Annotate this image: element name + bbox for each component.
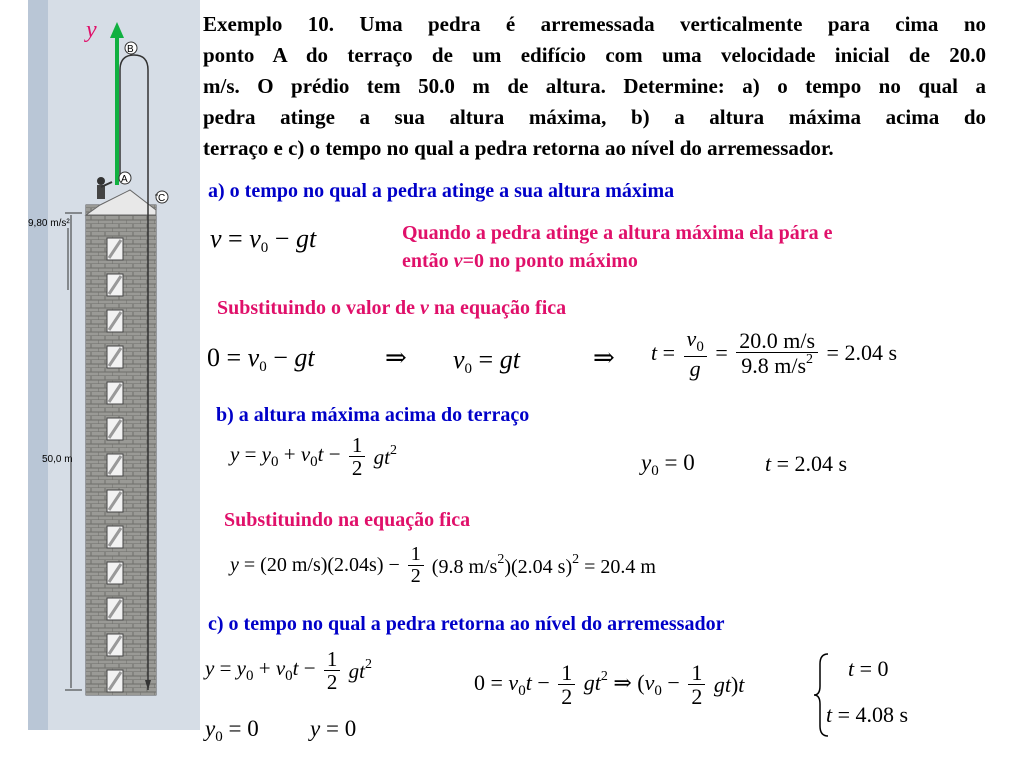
building-figure bbox=[0, 0, 200, 768]
note-line-2: então v=0 no ponto máximo bbox=[402, 250, 638, 272]
frac-numerator: 20.0 m/s bbox=[736, 329, 818, 353]
position-equation: $y = y_0 + v_0t$ − $\frac{1}{2}$ $gt^2$ bbox=[230, 433, 397, 481]
initial-position: $y_0 = 0$ bbox=[641, 450, 695, 479]
problem-statement bbox=[203, 9, 986, 164]
frac-denominator: 9.8 m/s bbox=[741, 353, 807, 379]
final-position-c: y = 0 bbox=[310, 716, 357, 741]
y-axis-label: y bbox=[86, 17, 97, 43]
velocity-equation: $v = v_0$ − gt bbox=[210, 224, 317, 256]
implies-symbol-2: ⇒ bbox=[593, 343, 615, 372]
problem-line-3: m/s. O prédio tem 50.0 m de altura. Determine: a) o tempo no qual a bbox=[203, 74, 986, 98]
part-b-heading: b) a altura máxima acima do terraço bbox=[216, 404, 530, 426]
root-1: t = 0 bbox=[848, 656, 889, 681]
solution-brace bbox=[812, 652, 832, 743]
note-line-1: Quando a pedra atinge a altura máxima ela pára e bbox=[402, 222, 833, 244]
point-b-label: B bbox=[127, 44, 134, 55]
v0-equation: $v_0$ = gt bbox=[453, 345, 520, 377]
figure-margin-strip bbox=[28, 0, 48, 730]
time-solution: t = $\frac{v_0}{g}$ = $\frac{20.0 m/s}{9.8 m/s^2}$ = 2.04 s bbox=[651, 326, 897, 381]
part-c-heading: c) o tempo no qual a pedra retorna ao nível do arremessador bbox=[208, 613, 725, 635]
point-a-label: A bbox=[121, 174, 128, 185]
position-equation-c: $y = y_0 + v_0t$ − $\frac{1}{2}$ $gt^2$ bbox=[205, 647, 372, 695]
substitution-text-b: Substituindo na equação fica bbox=[224, 509, 471, 531]
acceleration-label: 9,80 m/s² bbox=[28, 218, 70, 229]
max-height-note bbox=[402, 219, 982, 275]
problem-line-4: pedra atinge a sua altura máxima, b) a altura máxima acima do bbox=[203, 105, 986, 129]
problem-line-1: Exemplo 10. Uma pedra é arremessada verticalmente para cima no bbox=[203, 12, 986, 36]
point-c-label: C bbox=[158, 193, 166, 204]
problem-line-5: terraço e c) o tempo no qual a pedra retorna ao nível do arremessador. bbox=[203, 136, 834, 160]
part-a-heading: a) o tempo no qual a pedra atinge a sua altura máxima bbox=[208, 180, 675, 202]
time-value-b: t = 2.04 s bbox=[765, 451, 848, 476]
substitution-text-a: Substituindo o valor de v na equação fica bbox=[217, 297, 567, 319]
return-time-equation: $0 = v_0t$ − $\frac{1}{2}$ $gt^2$ ⇒ ($v_0$ − $\frac{1}{2}$ gt)t bbox=[474, 660, 745, 710]
max-height-calculation: y = (20 m/s)(2.04s) − $\frac{1}{2}$ (9.8 $m/s^2)(2.04$ s)$^2$ = 20.4 m bbox=[230, 543, 656, 587]
max-height-result: = 20.4 m bbox=[584, 556, 656, 578]
problem-line-2: ponto A do terraço de um edifício com uma velocidade inicial de 20.0 bbox=[203, 43, 986, 67]
height-label: 50,0 m bbox=[42, 454, 73, 465]
initial-position-c: $y_0 = 0$ bbox=[205, 716, 259, 745]
time-result: = 2.04 s bbox=[826, 340, 897, 366]
implies-symbol-1: ⇒ bbox=[385, 343, 407, 372]
root-2: t = 4.08 s bbox=[826, 702, 909, 727]
substituted-equation: $0 = v_0$ − gt bbox=[207, 343, 315, 375]
